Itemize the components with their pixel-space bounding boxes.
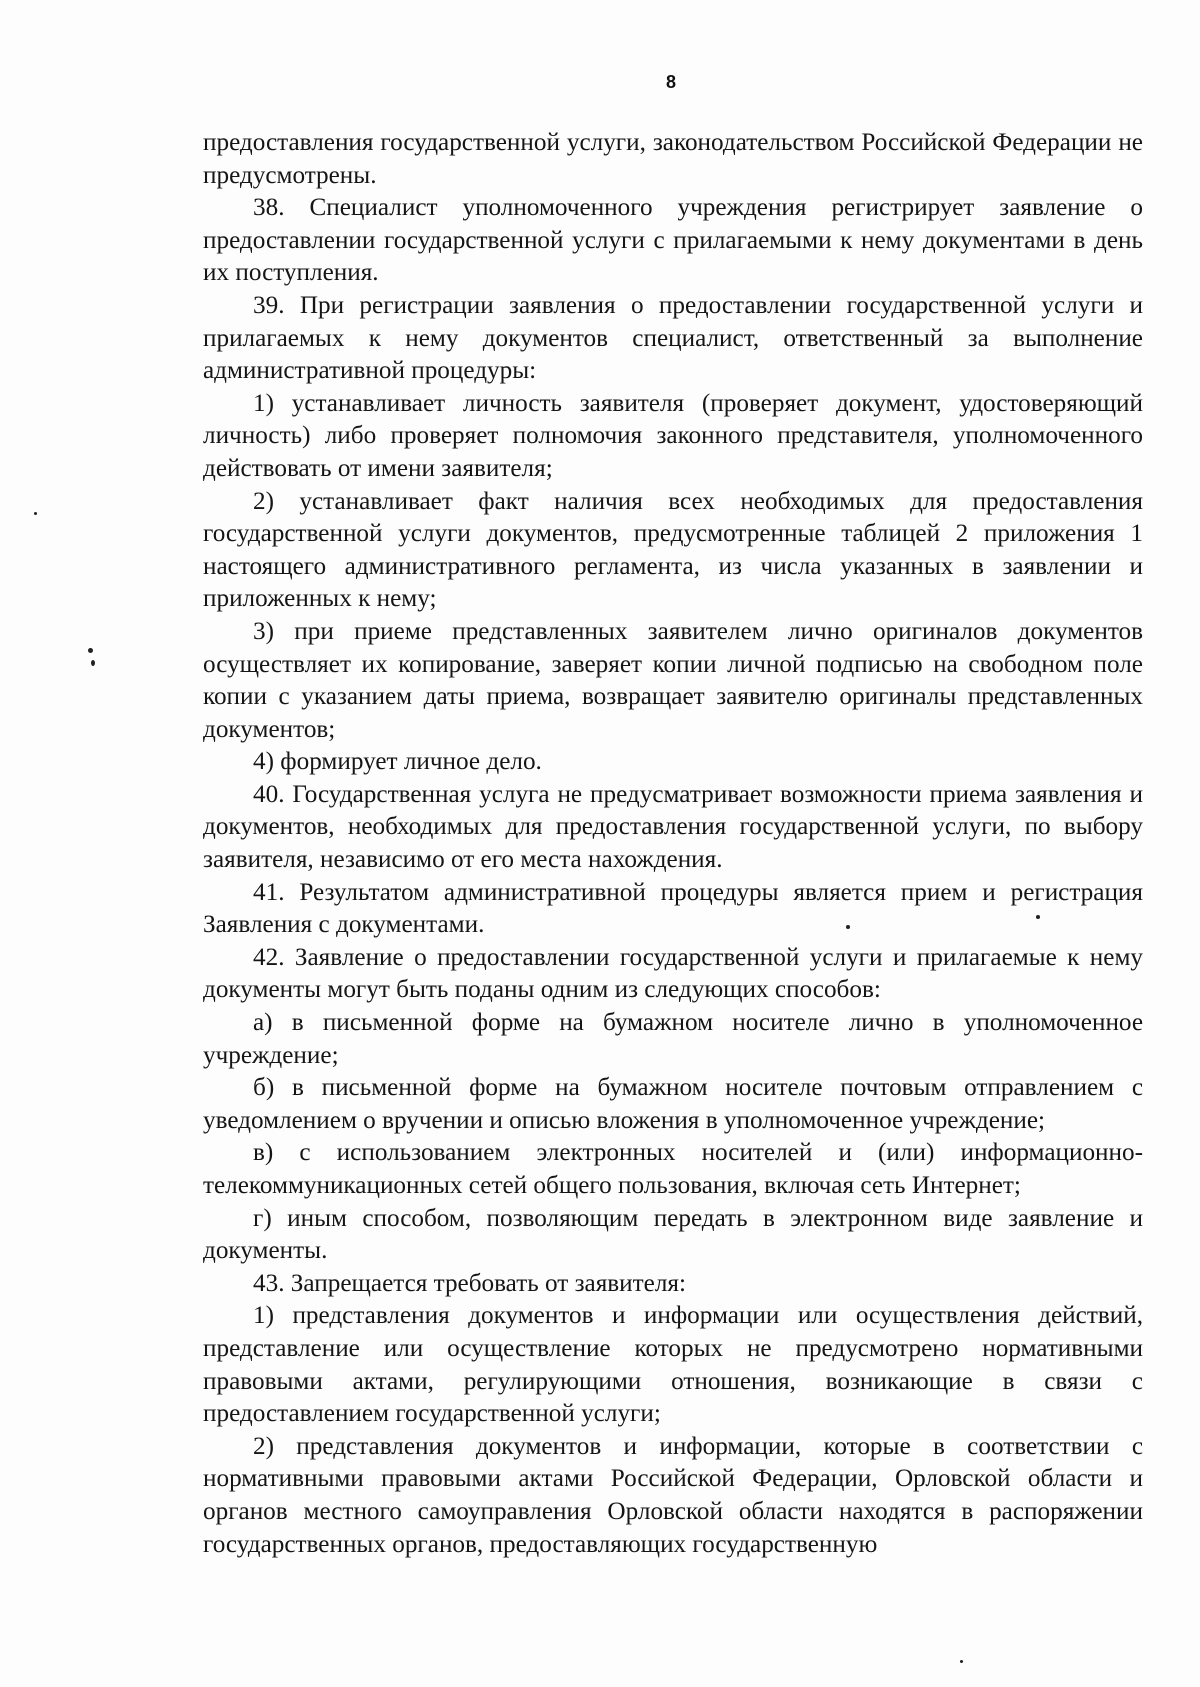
paragraph-39-item-1: 1) устанавливает личность заявителя (проверяет документ, удостоверяющий личность) либо проверяет полномочия законного представителя, уполномоченного действовать от имени заявителя;	[203, 389, 1143, 482]
scan-speck	[846, 925, 850, 929]
paragraph-39-item-3: 3) при приеме представленных заявителем лично оригиналов документов осуществляет их копирование, заверяет копии личной подписью на свободном поле копии с указанием даты приема, возвращает заявителю оригиналы представленных документов;	[203, 617, 1143, 743]
scan-speck	[88, 648, 93, 653]
paragraph-38: 38. Специалист уполномоченного учреждения регистрирует заявление о предоставлении государственной услуги с прилагаемыми к нему документами в день их поступления.	[203, 194, 1143, 287]
scan-speck	[34, 512, 37, 515]
paragraph-39-item-4: 4) формирует личное дело.	[253, 748, 542, 776]
paragraph-42: 42. Заявление о предоставлении государственной услуги и прилагаемые к нему документы могут быть поданы одним из следующих способов:	[203, 943, 1143, 1004]
document-body	[203, 127, 1143, 1561]
paragraph-42-item-g: г) иным способом, позволяющим передать в электронном виде заявление и документы.	[203, 1204, 1143, 1265]
paragraph-42-item-v: в) с использованием электронных носителей и (или) информационно-телекоммуникационных сетей общего пользования, включая сеть Интернет;	[203, 1139, 1143, 1199]
paragraph-39-item-2: 2) устанавливает факт наличия всех необходимых для предоставления государственной услуги документов, предусмотренные таблицей 2 приложения 1 настоящего административного регламента, из числа указанных в заявлении и приложенных к нему;	[203, 487, 1143, 613]
paragraph-continuation: предоставления государственной услуги, законодательством Российской Федерации не предусмотрены.	[203, 129, 1143, 189]
paragraph-43-item-2: 2) представления документов и информации, которые в соответствии с нормативными правовыми актами Российской Федерации, Орловской области и органов местного самоуправления Орловской области находятся в распоряжении государственных органов, предоставляющих государственную	[203, 1432, 1143, 1558]
paragraph-43: 43. Запрещается требовать от заявителя:	[253, 1269, 686, 1297]
paragraph-42-item-b: б) в письменной форме на бумажном носителе почтовым отправлением с уведомлением о вручении и описью вложения в уполномоченное учреждение;	[203, 1074, 1143, 1134]
paragraph-42-item-a: а) в письменной форме на бумажном носителе лично в уполномоченное учреждение;	[203, 1009, 1143, 1069]
scan-speck	[960, 1660, 963, 1663]
paragraph-43-item-1: 1) представления документов и информации или осуществления действий, представление или осуществление которых не предусмотрено нормативными правовыми актами, регулирующими отношения, возникающие в связи с предоставлением государственной услуги;	[203, 1302, 1143, 1428]
paragraph-41: 41. Результатом административной процедуры является прием и регистрация Заявления с документами.	[203, 878, 1143, 939]
scan-speck	[91, 660, 95, 666]
paragraph-40: 40. Государственная услуга не предусматривает возможности приема заявления и документов, необходимых для предоставления государственной услуги, по выбору заявителя, независимо от его места нахождения.	[203, 780, 1143, 874]
paragraph-39: 39. При регистрации заявления о предоставлении государственной услуги и прилагаемых к нему документов специалист, ответственный за выполнение административной процедуры:	[203, 291, 1143, 385]
page-number: 8	[665, 72, 676, 92]
scan-speck	[1036, 915, 1040, 919]
